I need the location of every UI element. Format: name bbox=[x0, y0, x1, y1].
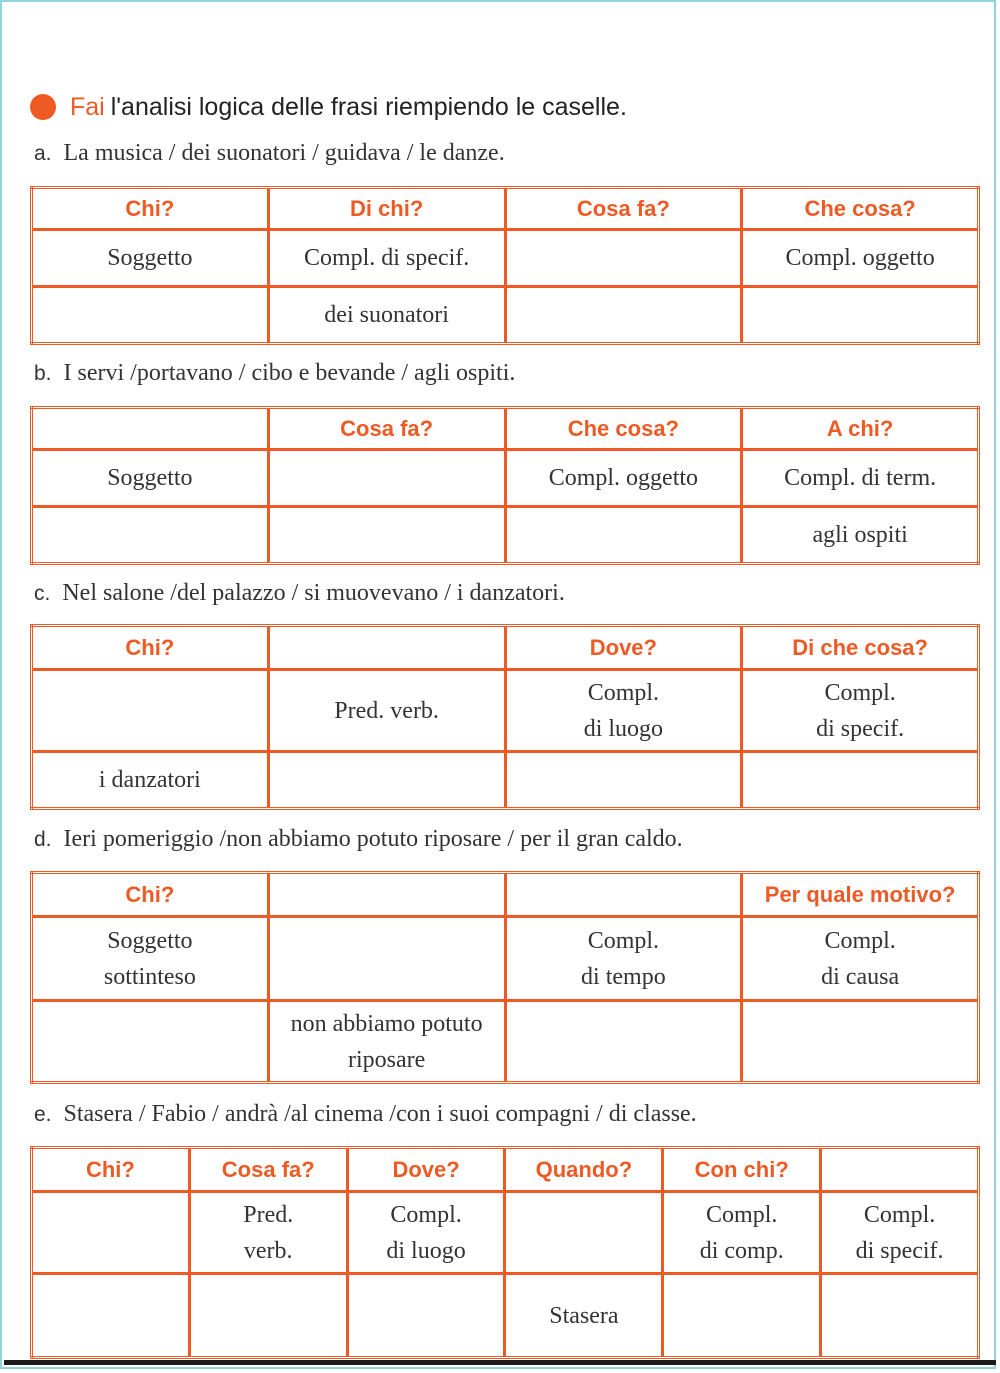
cell-line: non abbiamo potuto bbox=[290, 1010, 483, 1037]
cell-line: Pred. bbox=[243, 1201, 294, 1228]
header-cell: Che cosa? bbox=[505, 408, 742, 450]
answer-cell[interactable] bbox=[505, 507, 742, 564]
exercise-e-sentence bbox=[34, 1101, 697, 1128]
answer-cell[interactable] bbox=[347, 1274, 505, 1358]
exercise-a-table bbox=[30, 186, 980, 345]
header-row bbox=[32, 873, 979, 917]
role-row bbox=[32, 917, 979, 1001]
role-cell bbox=[663, 1192, 821, 1274]
cell-line: di tempo bbox=[581, 963, 666, 990]
answer-cell[interactable] bbox=[821, 1274, 979, 1358]
exercise-letter: d. bbox=[34, 828, 52, 851]
exercise-b-sentence bbox=[34, 360, 515, 387]
header-cell: Di che cosa? bbox=[742, 626, 979, 670]
cell-line: Compl. bbox=[587, 679, 660, 706]
role-cell bbox=[742, 917, 979, 1001]
header-cell: Chi? bbox=[32, 1148, 190, 1192]
answer-cell[interactable] bbox=[505, 1001, 742, 1083]
role-cell: Compl. oggetto bbox=[505, 450, 742, 507]
answer-cell[interactable] bbox=[742, 752, 979, 809]
cell-line: Compl. bbox=[587, 927, 660, 954]
sentence-text: Ieri pomeriggio /non abbiamo potuto riposare / per il gran caldo. bbox=[63, 826, 683, 852]
sentence-text: Stasera / Fabio / andrà /al cinema /con i suoi compagni / di classe. bbox=[63, 1101, 697, 1127]
role-cell: Compl. di specif. bbox=[268, 230, 505, 287]
header-cell: Che cosa? bbox=[742, 188, 979, 230]
answer-cell[interactable] bbox=[32, 1274, 190, 1358]
answer-cell[interactable] bbox=[505, 287, 742, 344]
answer-cell[interactable] bbox=[268, 917, 505, 1001]
cell-line: sottinteso bbox=[103, 963, 196, 990]
role-cell: Compl. oggetto bbox=[742, 230, 979, 287]
cell-line: di luogo bbox=[386, 1237, 466, 1264]
cell-line: di causa bbox=[821, 963, 900, 990]
role-cell bbox=[189, 1192, 347, 1274]
word-row bbox=[32, 507, 979, 564]
header-cell: Con chi? bbox=[663, 1148, 821, 1192]
cell-line: verb. bbox=[243, 1237, 293, 1264]
answer-cell[interactable] bbox=[505, 230, 742, 287]
header-cell bbox=[268, 626, 505, 670]
role-cell: Compl. di term. bbox=[742, 450, 979, 507]
role-cell bbox=[505, 670, 742, 752]
instruction-text: l'analisi logica delle frasi riempiendo le caselle. bbox=[110, 92, 627, 121]
cell-line: Compl. bbox=[824, 679, 896, 706]
header-cell: Dove? bbox=[505, 626, 742, 670]
header-cell: Quando? bbox=[505, 1148, 663, 1192]
answer-cell[interactable] bbox=[32, 507, 269, 564]
answer-cell[interactable] bbox=[32, 1001, 269, 1083]
answer-cell[interactable] bbox=[268, 507, 505, 564]
role-cell bbox=[347, 1192, 505, 1274]
header-cell bbox=[32, 408, 269, 450]
answer-cell[interactable] bbox=[32, 287, 269, 344]
role-cell bbox=[742, 670, 979, 752]
word-row bbox=[32, 1001, 979, 1083]
cell-line: Compl. bbox=[824, 927, 896, 954]
header-row bbox=[32, 408, 979, 450]
role-row bbox=[32, 670, 979, 752]
header-cell: Chi? bbox=[32, 626, 269, 670]
answer-cell[interactable] bbox=[32, 1192, 190, 1274]
cell-line: Compl. bbox=[706, 1201, 778, 1228]
exercise-c-sentence bbox=[34, 580, 565, 607]
answer-cell[interactable] bbox=[268, 450, 505, 507]
exercise-d-sentence bbox=[34, 826, 683, 853]
exercise-e-table bbox=[30, 1146, 980, 1359]
sentence-text: La musica / dei suonatori / guidava / le danze. bbox=[63, 140, 505, 166]
exercise-c-table bbox=[30, 624, 980, 810]
header-cell: Chi? bbox=[32, 873, 269, 917]
header-cell bbox=[505, 873, 742, 917]
header-cell: Cosa fa? bbox=[268, 408, 505, 450]
header-cell: Chi? bbox=[32, 188, 269, 230]
bottom-rule bbox=[4, 1360, 996, 1365]
answer-cell[interactable] bbox=[742, 1001, 979, 1083]
header-cell: Per quale motivo? bbox=[742, 873, 979, 917]
header-cell: Dove? bbox=[347, 1148, 505, 1192]
word-row bbox=[32, 287, 979, 344]
exercise-letter: e. bbox=[34, 1103, 52, 1126]
exercise-letter: c. bbox=[34, 582, 51, 605]
exercise-b-table bbox=[30, 406, 980, 565]
header-cell bbox=[821, 1148, 979, 1192]
exercise-d-table bbox=[30, 871, 980, 1084]
cell-line: di specif. bbox=[816, 715, 905, 742]
answer-cell[interactable] bbox=[505, 1192, 663, 1274]
word-cell: agli ospiti bbox=[742, 507, 979, 564]
role-cell bbox=[505, 917, 742, 1001]
role-cell bbox=[268, 670, 505, 752]
word-cell: Stasera bbox=[505, 1274, 663, 1358]
header-row bbox=[32, 188, 979, 230]
word-row bbox=[32, 1274, 979, 1358]
header-row bbox=[32, 1148, 979, 1192]
instruction bbox=[30, 90, 627, 124]
word-cell: dei suonatori bbox=[268, 287, 505, 344]
instruction-highlight: Fai bbox=[70, 92, 105, 121]
sentence-text: Nel salone /del palazzo / si muovevano / i danzatori. bbox=[62, 580, 565, 606]
answer-cell[interactable] bbox=[268, 752, 505, 809]
header-cell: Cosa fa? bbox=[505, 188, 742, 230]
role-cell bbox=[821, 1192, 979, 1274]
exercise-a-sentence bbox=[34, 140, 505, 167]
cell-line: Compl. bbox=[390, 1201, 462, 1228]
cell-line: di specif. bbox=[855, 1237, 944, 1264]
cell-line: di comp. bbox=[699, 1237, 784, 1264]
role-row bbox=[32, 1192, 979, 1274]
word-cell: i danzatori bbox=[32, 752, 269, 809]
cell-line: di luogo bbox=[583, 715, 664, 742]
answer-cell[interactable] bbox=[32, 670, 269, 752]
role-cell bbox=[32, 917, 269, 1001]
answer-cell[interactable] bbox=[189, 1274, 347, 1358]
cell-line: Compl. bbox=[863, 1201, 936, 1228]
answer-cell[interactable] bbox=[742, 287, 979, 344]
exercise-letter: a. bbox=[34, 142, 52, 165]
role-cell: Soggetto bbox=[32, 230, 269, 287]
header-cell bbox=[268, 873, 505, 917]
word-cell bbox=[268, 1001, 505, 1083]
exercise-letter: b. bbox=[34, 362, 52, 385]
cell-line: riposare bbox=[347, 1046, 426, 1073]
header-cell: Di chi? bbox=[268, 188, 505, 230]
answer-cell[interactable] bbox=[663, 1274, 821, 1358]
bullet-icon bbox=[30, 94, 56, 120]
role-cell: Soggetto bbox=[32, 450, 269, 507]
header-cell: A chi? bbox=[742, 408, 979, 450]
role-row bbox=[32, 230, 979, 287]
answer-cell[interactable] bbox=[505, 752, 742, 809]
word-row bbox=[32, 752, 979, 809]
header-cell: Cosa fa? bbox=[189, 1148, 347, 1192]
header-row bbox=[32, 626, 979, 670]
role-row bbox=[32, 450, 979, 507]
sentence-text: I servi /portavano / cibo e bevande / agli ospiti. bbox=[63, 360, 516, 386]
cell-line: Pred. verb. bbox=[334, 697, 439, 724]
cell-line: Soggetto bbox=[107, 927, 193, 954]
